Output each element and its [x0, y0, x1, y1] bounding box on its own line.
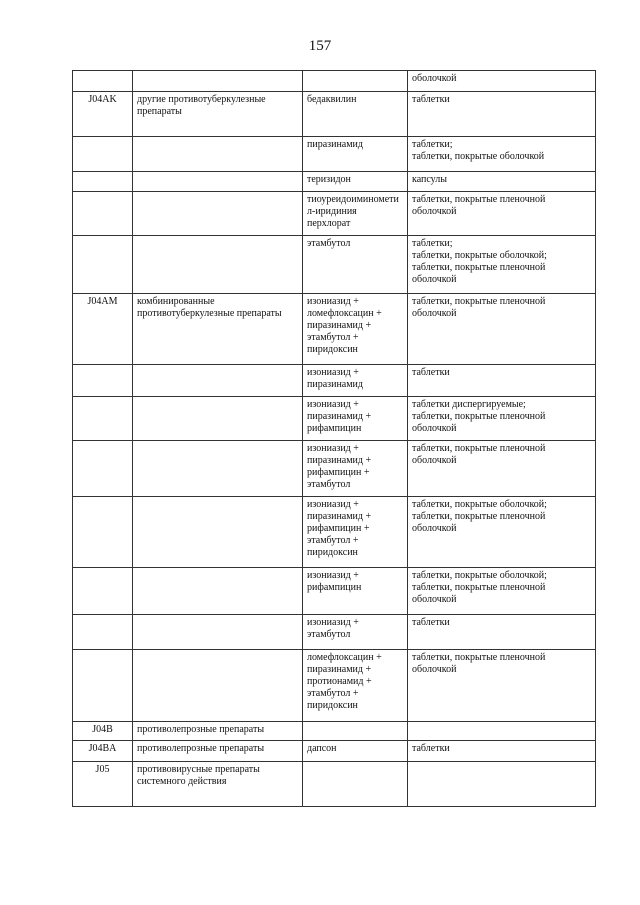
- table-row: [73, 497, 596, 568]
- group-cell: [133, 568, 303, 615]
- code-cell: [73, 497, 133, 568]
- dosage-form-cell: таблетки, покрытые оболочкой; таблетки, покрытые пленочной оболочкой: [408, 568, 596, 615]
- code-cell: [73, 137, 133, 172]
- code-cell: [73, 192, 133, 236]
- group-cell: [133, 71, 303, 92]
- drug-cell: изониазид + этамбутол: [303, 615, 408, 650]
- dosage-form-cell: таблетки: [408, 615, 596, 650]
- table-row: [73, 568, 596, 615]
- code-cell: J05: [73, 762, 133, 807]
- drug-cell: пиразинамид: [303, 137, 408, 172]
- drug-cell: [303, 71, 408, 92]
- table-row: [73, 741, 596, 762]
- drug-cell: изониазид + пиразинамид + рифампицин: [303, 397, 408, 441]
- dosage-form-cell: таблетки, покрытые пленочной оболочкой: [408, 294, 596, 365]
- drug-table: [72, 70, 596, 807]
- code-cell: J04B: [73, 722, 133, 741]
- table-row: [73, 365, 596, 397]
- table-row: [73, 172, 596, 192]
- drug-cell: изониазид + рифампицин: [303, 568, 408, 615]
- group-cell: [133, 192, 303, 236]
- table-row: [73, 762, 596, 807]
- table-row: [73, 615, 596, 650]
- drug-cell: изониазид + пиразинамид + рифампицин + этамбутол: [303, 441, 408, 497]
- table-row: [73, 192, 596, 236]
- code-cell: [73, 650, 133, 722]
- code-cell: [73, 71, 133, 92]
- group-cell: [133, 236, 303, 294]
- code-cell: [73, 441, 133, 497]
- code-cell: [73, 172, 133, 192]
- code-cell: [73, 397, 133, 441]
- table-row: [73, 397, 596, 441]
- group-cell: [133, 650, 303, 722]
- group-cell: [133, 172, 303, 192]
- table-row: [73, 650, 596, 722]
- table-row: [73, 137, 596, 172]
- code-cell: [73, 365, 133, 397]
- group-cell: другие противотуберкулезные препараты: [133, 92, 303, 137]
- dosage-form-cell: [408, 722, 596, 741]
- dosage-form-cell: таблетки, покрытые пленочной оболочкой: [408, 650, 596, 722]
- group-cell: противовирусные препараты системного действия: [133, 762, 303, 807]
- code-cell: J04AM: [73, 294, 133, 365]
- dosage-form-cell: таблетки диспергируемые; таблетки, покрытые пленочной оболочкой: [408, 397, 596, 441]
- drug-cell: [303, 722, 408, 741]
- table-row: [73, 722, 596, 741]
- drug-cell: теризидон: [303, 172, 408, 192]
- drug-cell: тиоуреидоиминомети л-иридиния перхлорат: [303, 192, 408, 236]
- drug-cell: дапсон: [303, 741, 408, 762]
- group-cell: [133, 441, 303, 497]
- table-row: [73, 92, 596, 137]
- dosage-form-cell: таблетки; таблетки, покрытые оболочкой: [408, 137, 596, 172]
- drug-cell: [303, 762, 408, 807]
- dosage-form-cell: оболочкой: [408, 71, 596, 92]
- drug-cell: бедаквилин: [303, 92, 408, 137]
- dosage-form-cell: [408, 762, 596, 807]
- dosage-form-cell: таблетки: [408, 92, 596, 137]
- table-body: [73, 71, 596, 807]
- code-cell: [73, 568, 133, 615]
- group-cell: [133, 397, 303, 441]
- code-cell: [73, 615, 133, 650]
- table-row: [73, 236, 596, 294]
- code-cell: J04BA: [73, 741, 133, 762]
- group-cell: [133, 497, 303, 568]
- group-cell: комбинированные противотуберкулезные препараты: [133, 294, 303, 365]
- drug-cell: изониазид + ломефлоксацин + пиразинамид + этамбутол + пиридоксин: [303, 294, 408, 365]
- dosage-form-cell: таблетки, покрытые пленочной оболочкой: [408, 441, 596, 497]
- dosage-form-cell: капсулы: [408, 172, 596, 192]
- dosage-form-cell: таблетки, покрытые оболочкой; таблетки, покрытые пленочной оболочкой: [408, 497, 596, 568]
- dosage-form-cell: таблетки, покрытые пленочной оболочкой: [408, 192, 596, 236]
- dosage-form-cell: таблетки: [408, 741, 596, 762]
- drug-cell: этамбутол: [303, 236, 408, 294]
- dosage-form-cell: таблетки: [408, 365, 596, 397]
- page-number: 157: [308, 38, 332, 54]
- group-cell: противолепрозные препараты: [133, 722, 303, 741]
- table-row: [73, 441, 596, 497]
- code-cell: [73, 236, 133, 294]
- drug-cell: изониазид + пиразинамид: [303, 365, 408, 397]
- group-cell: [133, 365, 303, 397]
- drug-cell: изониазид + пиразинамид + рифампицин + этамбутол + пиридоксин: [303, 497, 408, 568]
- code-cell: J04AK: [73, 92, 133, 137]
- dosage-form-cell: таблетки; таблетки, покрытые оболочкой; таблетки, покрытые пленочной оболочкой: [408, 236, 596, 294]
- group-cell: [133, 137, 303, 172]
- group-cell: [133, 615, 303, 650]
- table-row: [73, 294, 596, 365]
- drug-cell: ломефлоксацин + пиразинамид + протионамид + этамбутол + пиридоксин: [303, 650, 408, 722]
- group-cell: противолепрозные препараты: [133, 741, 303, 762]
- table-row: [73, 71, 596, 92]
